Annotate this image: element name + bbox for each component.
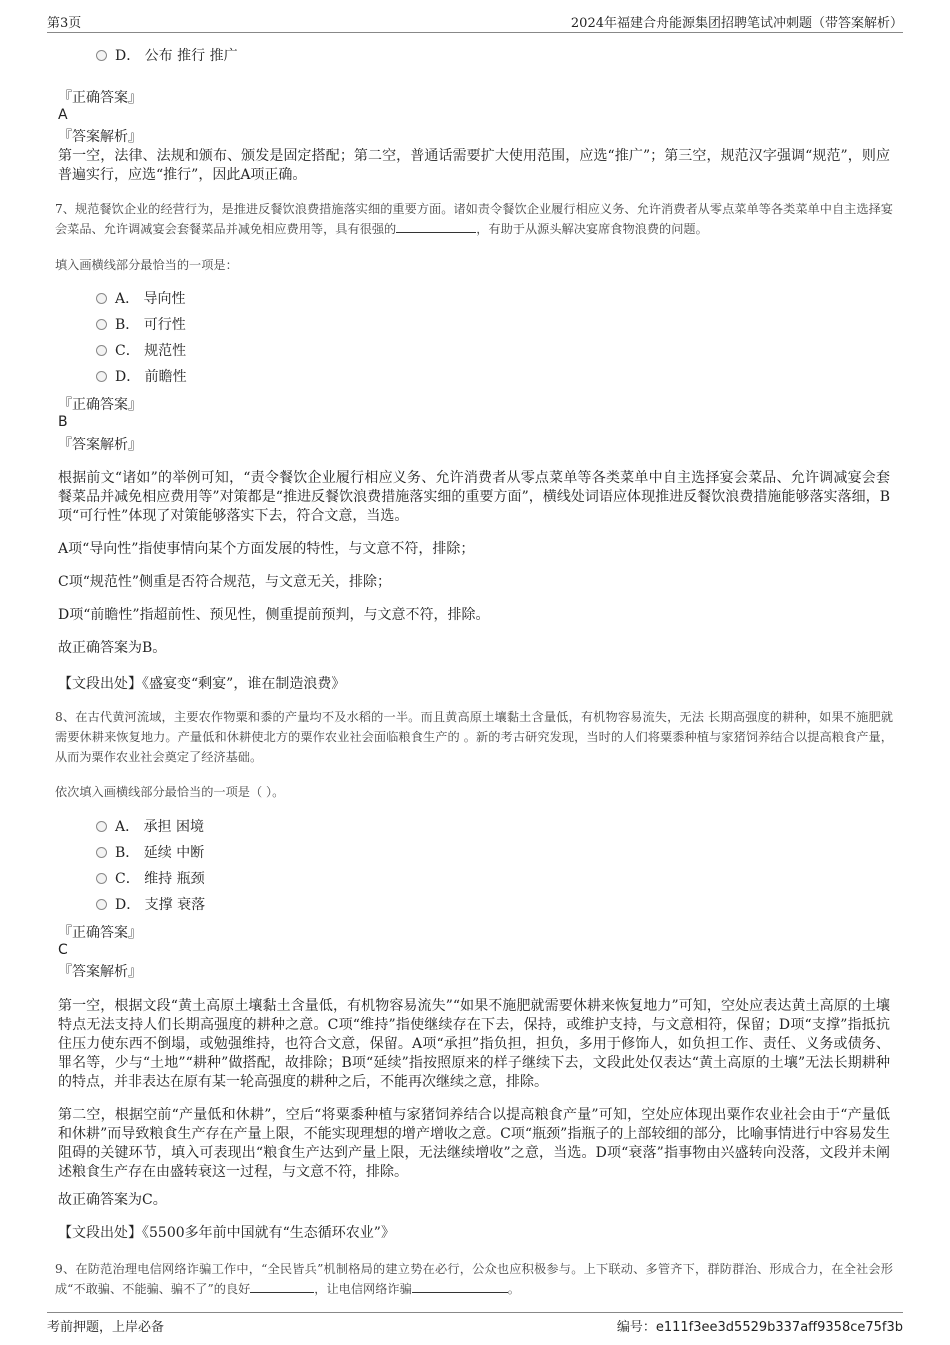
document-title: 2024年福建合舟能源集团招聘笔试冲刺题（带答案解析） [570, 16, 903, 31]
option-label: D． 公布 推行 推广 [115, 48, 238, 64]
radio-icon[interactable] [96, 319, 107, 330]
fill-blank [250, 1280, 314, 1293]
question-8-prompt: 依次填入画横线部分最恰当的一项是（ ）。 [55, 785, 285, 799]
option-label: D． 支撑 衰落 [115, 897, 206, 913]
radio-icon[interactable] [96, 371, 107, 382]
option-8-b[interactable] [96, 843, 204, 863]
option-8-c[interactable] [96, 869, 205, 889]
analysis-text: 第一空，法律、法规和颁布、颁发是固定搭配；第二空，普通话需要扩大使用范围，应选“推广”；第三空，规范汉字强调“规范”，则应普遍实行，应选“推行”，因此A项正确。 [58, 148, 890, 183]
option-prev-d[interactable] [96, 46, 238, 66]
analysis-paragraph: 故正确答案为C。 [58, 1192, 167, 1208]
radio-icon[interactable] [96, 899, 107, 910]
radio-icon[interactable] [96, 50, 107, 61]
stem-part-1: 7、规范餐饮企业的经营行为，是推进反餐饮浪费措施落实细的重要方面。诸如责令餐饮企业履行相应义务、允许消费者从零点菜单等各类菜单中自主选择宴会菜品、允许调减宴会套餐菜品并减免相应费用等，具有很强的 [55, 202, 893, 236]
option-label: B． 可行性 [115, 317, 186, 333]
answer-value: C [58, 942, 68, 958]
analysis-label: 『答案解析』 [58, 437, 142, 453]
stem-part-1: 9、在防范治理电信网络诈骗工作中，“全民皆兵”机制格局的建立势在必行，公众也应积极参与。上下联动、多管齐下，群防群治、形成合力，在全社会形成“不敢骗、不能骗、骗不了”的良好 [55, 1262, 893, 1296]
option-7-b[interactable] [96, 315, 186, 335]
page-header [47, 12, 903, 33]
option-8-a[interactable] [96, 817, 204, 837]
option-label: C． 维持 瓶颈 [115, 871, 205, 887]
answer-value: A [58, 107, 68, 123]
radio-icon[interactable] [96, 821, 107, 832]
answer-label: 『正确答案』 [58, 90, 142, 106]
option-8-d[interactable] [96, 895, 205, 915]
analysis-paragraph: A项“导向性”指使事情向某个方面发展的特性，与文意不符，排除； [58, 541, 475, 557]
source-citation: 【文段出处】《5500多年前中国就有“生态循环农业”》 [58, 1225, 395, 1241]
radio-icon[interactable] [96, 847, 107, 858]
option-7-c[interactable] [96, 341, 186, 361]
radio-icon[interactable] [96, 873, 107, 884]
page-number: 第3页 [47, 16, 82, 31]
answer-label: 『正确答案』 [58, 925, 142, 941]
analysis-paragraph: D项“前瞻性”指超前性、预见性，侧重提前预判，与文意不符，排除。 [58, 607, 490, 623]
option-label: B． 延续 中断 [115, 845, 205, 861]
option-7-d[interactable] [96, 367, 187, 387]
question-8-stem: 8、在古代黄河流域，主要农作物粟和黍的产量均不及水稻的一半。而且黄高原土壤黏土含量低，有机物容易流失，无法 长期高强度的耕种，如果不施肥就需要休耕来恢复地力。产量低和休耕使北方的粟作农业社会面临粮食生产的 。新的考古研究发现，当时的人们将粟黍种植与家猪饲养结合以提高粮食产量，从而为粟作农业社会奠定了经济基础。 [55, 710, 893, 764]
question-7-stem [55, 199, 893, 239]
radio-icon[interactable] [96, 345, 107, 356]
analysis-paragraph: C项“规范性”侧重是否符合规范，与文意无关，排除； [58, 574, 392, 590]
analysis-label: 『答案解析』 [58, 964, 142, 980]
answer-value: B [58, 414, 68, 430]
footer-slogan: 考前押题，上岸必备 [47, 1320, 165, 1335]
analysis-paragraph: 根据前文“诸如”的举例可知，“责令餐饮企业履行相应义务、允许消费者从零点菜单等各类菜单中自主选择宴会菜品、允许调减宴会套餐菜品并减免相应费用等”对策都是“推进反餐饮浪费措施落实细的重要方面”，横线处词语应体现推进反餐饮浪费措施能够落实落细，B项“可行性”体现了对策能够落实下去，符合文意，当选。 [58, 470, 890, 524]
option-label: A． 导向性 [115, 291, 186, 307]
page-footer [47, 1312, 903, 1336]
analysis-paragraph: 第二空，根据空前“产量低和休耕”，空后“将粟黍种植与家猪饲养结合以提高粮食产量”可知，空处应体现出粟作农业社会由于“产量低和休耕”而导致粮食生产存在产量上限，不能实现理想的增产增收之意。C项“瓶颈”指瓶子的上部较细的部分，比喻事情进行中容易发生阻碍的关键环节，填入可表现出“粮食生产达到产量上限，无法继续增收”之意，当选。D项“衰落”指事物由兴盛转向没落，文段并未阐述粮食生产存在由盛转衰这一过程，与文意不符，排除。 [58, 1107, 890, 1180]
radio-icon[interactable] [96, 293, 107, 304]
question-9-stem [55, 1259, 893, 1299]
option-label: C． 规范性 [115, 343, 187, 359]
analysis-paragraph: 第一空，根据文段“黄土高原土壤黏土含量低，有机物容易流失”“如果不施肥就需要休耕来恢复地力”可知，空处应表达黄土高原的土壤特点无法支持人们长期高强度的耕种之意。C项“维持”指使继续存在下去，保持，或维护支持，与文意相符，保留；D项“支撑”指抵抗住压力使东西不倒塌，或勉强维持，也符合文意，保留。A项“承担”指负担，担负，多用于修饰人，如负担工作、责任、义务或债务、罪名等，少与“土地”“耕种”做搭配，故排除；B项“延续”指按照原来的样子继续下去，文段此处仅表达“黄土高原的土壤”无法长期耕种的特点，并非表达在原有某一轮高强度的耕种之后，不能再次继续之意，排除。 [58, 998, 890, 1090]
option-label: D． 前瞻性 [115, 369, 187, 385]
question-7-prompt: 填入画横线部分最恰当的一项是： [55, 258, 238, 272]
fill-blank [396, 220, 476, 233]
stem-part-2: ，有助于从源头解决宴席食物浪费的问题。 [476, 222, 708, 236]
fill-blank [412, 1280, 508, 1293]
answer-label: 『正确答案』 [58, 397, 142, 413]
document-id: 编号：e111f3ee3d5529b337aff9358ce75f3b [616, 1320, 903, 1335]
stem-part-2: ，让电信网络诈骗 [314, 1282, 412, 1296]
source-citation: 【文段出处】《盛宴变“剩宴”，谁在制造浪费》 [58, 676, 346, 692]
option-label: A． 承担 困境 [115, 819, 205, 835]
analysis-paragraph: 故正确答案为B。 [58, 640, 167, 656]
analysis-label: 『答案解析』 [58, 129, 142, 145]
stem-part-3: 。 [507, 1282, 520, 1296]
option-7-a[interactable] [96, 289, 186, 309]
